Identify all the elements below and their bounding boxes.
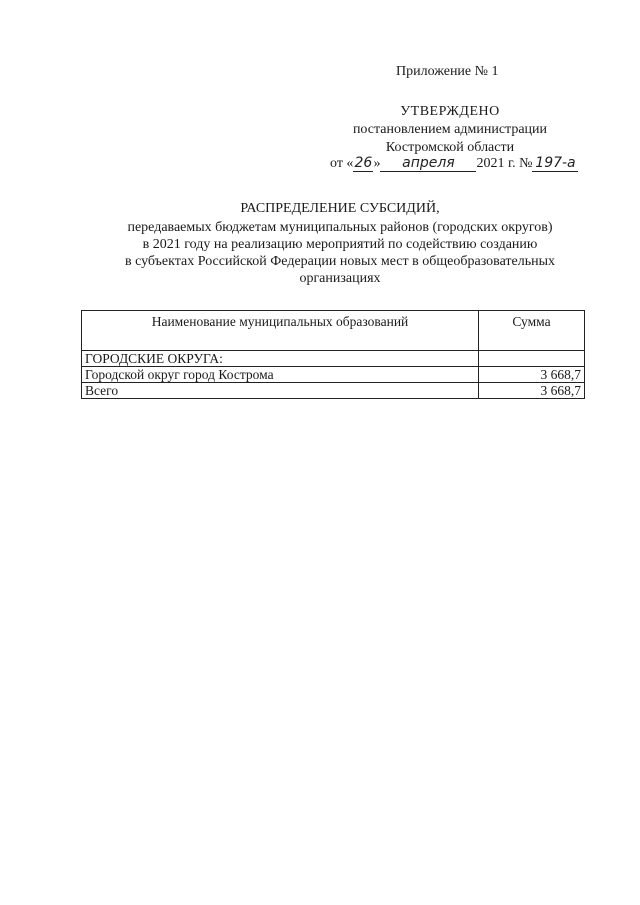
handwritten-month: апреля bbox=[380, 156, 476, 172]
header-sum: Сумма bbox=[479, 311, 585, 351]
approval-line-2: Костромской области bbox=[385, 140, 515, 155]
decree-date-line bbox=[330, 156, 578, 172]
title-line-1: передаваемых бюджетам муниципальных районов (городских округов) bbox=[127, 220, 553, 235]
table-header-row bbox=[82, 311, 585, 351]
title-line-2: в 2021 году на реализацию мероприятий по содействию созданию bbox=[142, 237, 538, 252]
header-name: Наименование муниципальных образований bbox=[82, 311, 479, 351]
approval-line-1: постановлением администрации bbox=[352, 122, 548, 137]
title-line-3: в субъектах Российской Федерации новых мест в общеобразовательных bbox=[124, 254, 556, 269]
total-label: Всего bbox=[82, 383, 479, 399]
document-title bbox=[80, 200, 600, 287]
handwritten-day: 26 bbox=[354, 155, 373, 171]
section-label: ГОРОДСКИЕ ОКРУГА: bbox=[82, 351, 479, 367]
title-line-4: организациях bbox=[299, 271, 381, 286]
approval-block bbox=[330, 103, 570, 157]
date-prefix: от « bbox=[330, 156, 354, 171]
subsidy-table bbox=[81, 310, 585, 399]
row-name: Городской округ город Кострома bbox=[82, 367, 479, 383]
date-day-close: » bbox=[373, 156, 381, 171]
table-row-total bbox=[82, 383, 585, 399]
title-heading: РАСПРЕДЕЛЕНИЕ СУБСИДИЙ, bbox=[240, 201, 440, 216]
appendix-label: Приложение № 1 bbox=[396, 64, 499, 79]
table-row bbox=[82, 367, 585, 383]
table-section-row bbox=[82, 351, 585, 367]
section-sum-empty bbox=[479, 351, 585, 367]
approved-heading: УТВЕРЖДЕНО bbox=[400, 104, 500, 119]
row-sum: 3 668,7 bbox=[479, 367, 585, 383]
handwritten-number: 197-а bbox=[532, 156, 578, 172]
total-sum: 3 668,7 bbox=[479, 383, 585, 399]
date-year: 2021 г. № bbox=[476, 156, 533, 171]
